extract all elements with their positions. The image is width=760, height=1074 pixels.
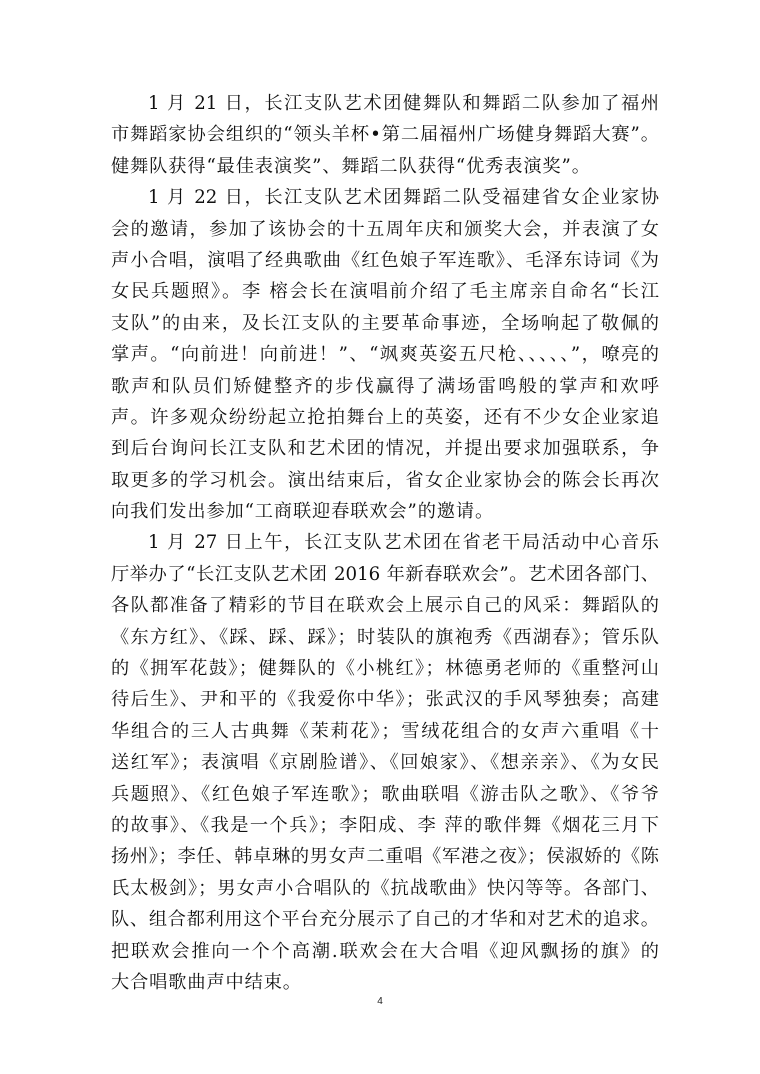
paragraph-1-line-3: 健舞队获得“最佳表演奖”、舞蹈二队获得“优秀表演奖”。 [111, 155, 591, 177]
paragraph-3-line-8: 送红军》；表演唱《京剧脸谱》、《回娘家》、《想亲亲》、《为女民 [111, 752, 659, 774]
page-number: 4 [377, 996, 383, 1007]
paragraph-2-line-10: 取更多的学习机会。演出结束后，省女企业家协会的陈会长再次 [111, 469, 659, 491]
paragraph-2-line-11: 向我们发出参加“工商联迎春联欢会”的邀请。 [111, 501, 495, 523]
paragraph-1-line-2: 市舞蹈家协会组织的“领头羊杯•第二届福州广场健身舞蹈大赛”。 [111, 124, 659, 146]
paragraph-3-line-4: 《东方红》、《踩、踩、踩》；时装队的旗袍秀《西湖春》；管乐队 [111, 626, 659, 648]
paragraph-2-line-9: 到后台询问长江支队和艺术团的情况，并提出要求加强联系，争 [111, 438, 659, 460]
document-body [111, 88, 659, 998]
paragraph-3-line-2: 厅举办了“长江支队艺术团 2016 年新春联欢会”。艺术团各部门、 [111, 563, 659, 585]
paragraph-3-line-14: 把联欢会推向一个个高潮.联欢会在大合唱《迎风飘扬的旗》的 [111, 940, 659, 962]
paragraph-3-line-11: 扬州》；李任、韩卓琳的男女声二重唱《军港之夜》；侯淑娇的《陈 [111, 846, 659, 868]
paragraph-2-line-3: 声小合唱，演唱了经典歌曲《红色娘子军连歌》、毛泽东诗词《为 [111, 249, 659, 271]
paragraph-2-line-8: 声。许多观众纷纷起立抢拍舞台上的英姿，还有不少女企业家追 [111, 406, 659, 428]
paragraph-3-line-13: 队、组合都利用这个平台充分展示了自己的才华和对艺术的追求。 [111, 909, 659, 931]
paragraph-3-line-6: 待后生》、尹和平的《我爱你中华》；张武汉的手风琴独奏；高建 [111, 689, 659, 711]
paragraph-2-line-1: 1 月 22 日，长江支队艺术团舞蹈二队受福建省女企业家协 [148, 187, 659, 209]
paragraph-3-line-3: 各队都准备了精彩的节目在联欢会上展示自己的风采：舞蹈队的 [111, 595, 659, 617]
paragraph-2-line-4: 女民兵题照》。李 榕会长在演唱前介绍了毛主席亲自命名“长江 [111, 281, 659, 303]
paragraph-3-line-12: 氏太极剑》；男女声小合唱队的《抗战歌曲》快闪等等。各部门、 [111, 877, 659, 899]
paragraph-2-line-6: 掌声。“向前进！向前进！”、“飒爽英姿五尺枪、、、、、”，嘹亮的 [111, 344, 659, 366]
paragraph-3-line-5: 的《拥军花鼓》；健舞队的《小桃红》；林德勇老师的《重整河山 [111, 658, 659, 680]
paragraph-3-line-10: 的故事》、《我是一个兵》；李阳成、李 萍的歌伴舞《烟花三月下 [111, 814, 659, 836]
paragraph-1-line-1: 1 月 21 日，长江支队艺术团健舞队和舞蹈二队参加了福州 [148, 93, 659, 114]
paragraph-3-line-1: 1 月 27 日上午，长江支队艺术团在省老干局活动中心音乐 [148, 532, 659, 554]
paragraph-3-line-9: 兵题照》、《红色娘子军连歌》；歌曲联唱《游击队之歌》、《爷爷 [111, 783, 659, 805]
paragraph-3-line-15: 大合唱歌曲声中结束。 [111, 971, 302, 993]
paragraph-3-line-7: 华组合的三人古典舞《茉莉花》；雪绒花组合的女声六重唱《十 [111, 720, 659, 742]
paragraph-2-line-5: 支队”的由来，及长江支队的主要革命事迹，全场响起了敬佩的 [111, 312, 659, 334]
paragraph-2-line-2: 会的邀请，参加了该协会的十五周年庆和颁奖大会，并表演了女 [111, 218, 659, 240]
paragraph-2-line-7: 歌声和队员们矫健整齐的步伐赢得了满场雷鸣般的掌声和欢呼 [111, 375, 659, 397]
